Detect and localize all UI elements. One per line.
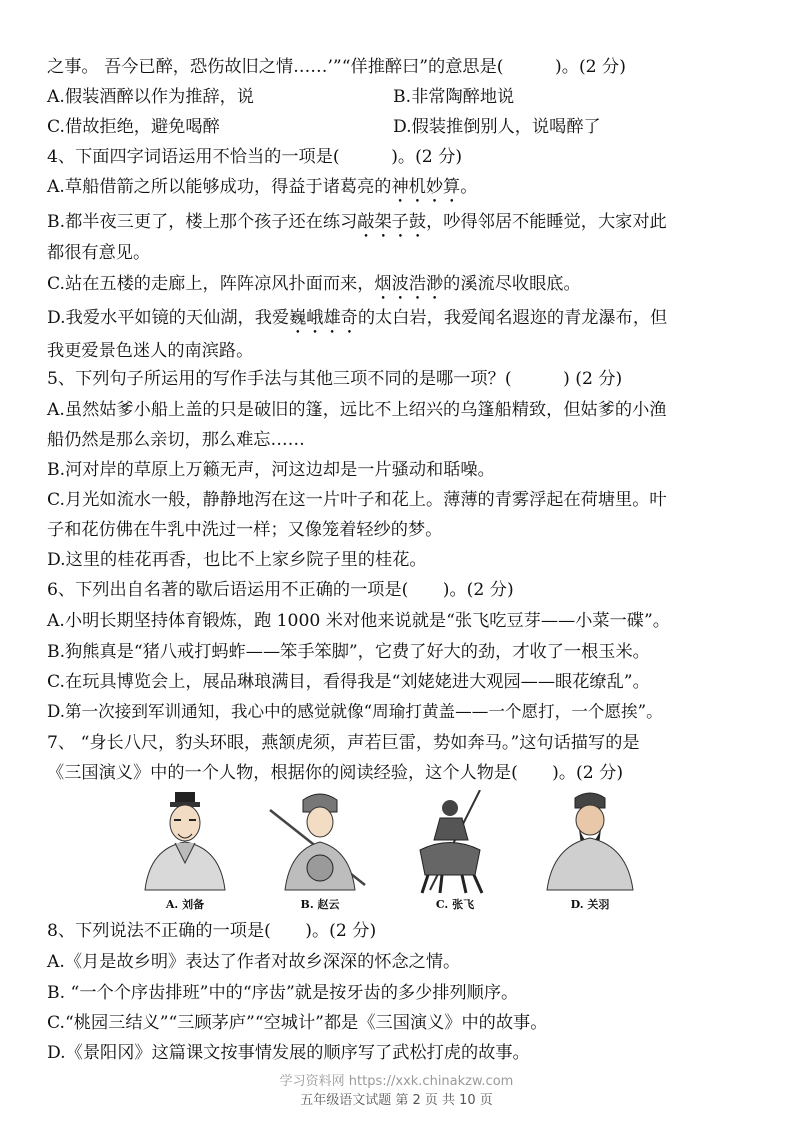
guanyu-portrait-icon bbox=[535, 790, 645, 895]
q3-options-row1 bbox=[47, 84, 747, 110]
figure-zhaoyun[interactable] bbox=[265, 790, 375, 915]
q4-stem: 4、下面四字词语运用不恰当的一项是( )。(2 分) bbox=[47, 147, 463, 167]
q4-option-d[interactable]: D.我爱水平如镜的天仙湖，我爱巍峨雄奇的太白岩，我爱闻名遐迩的青龙瀑布，但 bbox=[47, 308, 668, 328]
q8-option-d[interactable]: D.《景阳冈》这篇课文按事情发展的顺序写了武松打虎的故事。 bbox=[47, 1043, 530, 1063]
q6-option-a[interactable]: A.小明长期坚持体育锻炼，跑 1000 米对他来说就是“张飞吃豆芽——小菜一碟”。 bbox=[47, 611, 670, 631]
q5-option-c-cont: 子和花仿佛在牛乳中洗过一样；又像笼着轻纱的梦。 bbox=[47, 520, 443, 540]
emphasized-word: 敲架子鼓 bbox=[357, 212, 427, 232]
emphasized-word: 烟波浩渺 bbox=[374, 274, 444, 294]
q6-option-c[interactable]: C.在玩具博览会上，展品琳琅满目，看得我是“刘姥姥进大观园——眼花缭乱”。 bbox=[47, 672, 650, 692]
q3-options-row2 bbox=[47, 114, 747, 140]
q5-option-c[interactable]: C.月光如流水一般，静静地泻在这一片叶子和花上。薄薄的青雾浮起在荷塘里。叶 bbox=[47, 490, 667, 510]
character-figures bbox=[130, 790, 650, 915]
q4-option-b[interactable]: B.都半夜三更了，楼上那个孩子还在练习敲架子鼓，吵得邻居不能睡觉，大家对此 bbox=[47, 212, 667, 232]
q3-stem-end: 之事。 吾今已醉，恐伤故旧之情……’”“佯推醉曰”的意思是( )。(2 分) bbox=[47, 57, 626, 77]
figure-liubei[interactable] bbox=[130, 790, 240, 915]
q3-option-a[interactable]: A.假装酒醉以作为推辞，说 bbox=[47, 87, 254, 107]
q5-option-b[interactable]: B.河对岸的草原上万籁无声，河这边却是一片骚动和聒噪。 bbox=[47, 460, 495, 480]
q5-option-a-cont: 船仍然是那么亲切，那么难忘…… bbox=[47, 430, 305, 450]
page-footer bbox=[0, 1070, 793, 1108]
page-number: 五年级语文试题 第 2 页 共 10 页 bbox=[300, 1093, 493, 1108]
figure-caption-c: C. 张飞 bbox=[435, 898, 475, 911]
q6-option-d[interactable]: D.第一次接到军训通知，我心中的感觉就像“周瑜打黄盖——一个愿打，一个愿挨”。 bbox=[47, 702, 663, 721]
figure-guanyu[interactable] bbox=[535, 790, 645, 915]
q3-option-b[interactable]: B.非常陶醉地说 bbox=[393, 87, 515, 107]
q8-option-a[interactable]: A.《月是故乡明》表达了作者对故乡深深的怀念之情。 bbox=[47, 952, 461, 972]
q8-stem: 8、下列说法不正确的一项是( )。(2 分) bbox=[47, 921, 377, 941]
liubei-portrait-icon bbox=[130, 790, 240, 895]
emphasized-word: 巍峨雄奇 bbox=[289, 308, 358, 328]
q7-stem-cont: 《三国演义》中的一个人物，根据你的阅读经验，这个人物是( )。(2 分) bbox=[47, 763, 624, 783]
q8-option-b[interactable]: B. “一个个序齿排班”中的“序齿”就是按牙齿的多少排列顺序。 bbox=[47, 983, 519, 1003]
q7-stem: 7、 “身长八尺，豹头环眼，燕颔虎须，声若巨雷，势如奔马。”这句话描写的是 bbox=[47, 733, 640, 753]
q4-option-a[interactable]: A.草船借箭之所以能够成功，得益于诸葛亮的神机妙算。 bbox=[47, 177, 478, 197]
zhaoyun-portrait-icon bbox=[265, 790, 375, 895]
figure-caption-d: D. 关羽 bbox=[570, 898, 610, 911]
q4-option-c[interactable]: C.站在五楼的走廊上，阵阵凉风扑面而来，烟波浩渺的溪流尽收眼底。 bbox=[47, 274, 581, 294]
q3-option-c[interactable]: C.借故拒绝，避免喝醉 bbox=[47, 117, 220, 137]
q5-option-a[interactable]: A.虽然姑爹小船上盖的只是破旧的篷，远比不上绍兴的乌篷船精致，但姑爹的小渔 bbox=[47, 400, 667, 420]
figure-caption-b: B. 赵云 bbox=[300, 898, 340, 911]
q5-option-d[interactable]: D.这里的桂花再香，也比不上家乡院子里的桂花。 bbox=[47, 550, 427, 570]
q4-option-d-cont: 我更爱景色迷人的南滨路。 bbox=[47, 341, 254, 361]
q6-stem: 6、下列出自名著的歇后语运用不正确的一项是( )。(2 分) bbox=[47, 580, 514, 600]
q5-stem: 5、下列句子所运用的写作手法与其他三项不同的是哪一项？( ) (2 分) bbox=[47, 369, 623, 389]
q4-option-b-cont: 都很有意见。 bbox=[47, 243, 151, 263]
emphasized-word: 神机妙算 bbox=[391, 177, 461, 197]
figure-caption-a: A. 刘备 bbox=[165, 898, 205, 911]
q6-option-b[interactable]: B.狗熊真是“猪八戒打蚂蚱——笨手笨脚”，它费了好大的劲，才收了一根玉米。 bbox=[47, 642, 650, 662]
q8-option-c[interactable]: C.“桃园三结义”“三顾茅庐”“空城计”都是《三国演义》中的故事。 bbox=[47, 1013, 548, 1033]
watermark-text: 学习资料网 https://xxk.chinakzw.com bbox=[279, 1074, 514, 1089]
zhangfei-portrait-icon bbox=[400, 790, 510, 895]
q3-option-d[interactable]: D.假装推倒别人，说喝醉了 bbox=[393, 117, 601, 137]
figure-zhangfei[interactable] bbox=[400, 790, 510, 915]
